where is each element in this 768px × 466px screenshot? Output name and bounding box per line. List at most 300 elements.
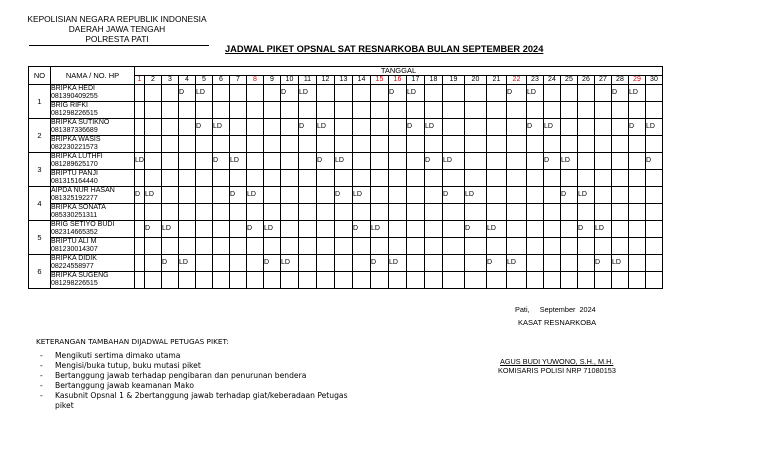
schedule-cell xyxy=(464,170,486,187)
schedule-cell xyxy=(611,221,628,238)
table-row xyxy=(29,153,663,170)
group-number: 1 xyxy=(29,85,51,119)
schedule-cell: LD xyxy=(611,255,628,272)
schedule-cell xyxy=(628,238,645,255)
schedule-cell xyxy=(506,272,526,289)
schedule-cell: LD xyxy=(229,153,246,170)
note-item xyxy=(40,351,360,361)
schedule-cell xyxy=(195,272,212,289)
note-item xyxy=(40,381,360,391)
schedule-cell xyxy=(560,204,577,221)
schedule-cell xyxy=(195,221,212,238)
schedule-cell xyxy=(144,272,161,289)
schedule-cell xyxy=(486,102,506,119)
schedule-cell xyxy=(229,238,246,255)
schedule-cell xyxy=(334,238,352,255)
table-row xyxy=(29,119,663,136)
schedule-cell xyxy=(212,221,229,238)
schedule-cell: LD xyxy=(334,153,352,170)
schedule-cell xyxy=(486,204,506,221)
schedule-cell xyxy=(263,187,280,204)
schedule-cell xyxy=(161,136,178,153)
schedule-cell: D xyxy=(424,153,442,170)
schedule-cell xyxy=(298,272,316,289)
schedule-cell xyxy=(246,136,263,153)
schedule-cell xyxy=(135,170,145,187)
schedule-cell: LD xyxy=(628,85,645,102)
schedule-cell: D xyxy=(406,119,424,136)
schedule-cell xyxy=(144,238,161,255)
schedule-cell: D xyxy=(135,187,145,204)
schedule-cell: D xyxy=(628,119,645,136)
schedule-cell xyxy=(442,102,464,119)
schedule-cell xyxy=(628,170,645,187)
schedule-cell xyxy=(298,136,316,153)
table-row xyxy=(29,85,663,102)
schedule-table xyxy=(28,66,663,289)
note-text: Mengikuti sertima dimako utama xyxy=(55,351,181,360)
schedule-cell xyxy=(144,85,161,102)
schedule-cell xyxy=(144,119,161,136)
schedule-cell xyxy=(506,204,526,221)
schedule-cell xyxy=(464,119,486,136)
schedule-cell xyxy=(464,238,486,255)
schedule-cell xyxy=(406,255,424,272)
schedule-cell xyxy=(334,204,352,221)
schedule-cell xyxy=(298,238,316,255)
schedule-cell: D xyxy=(352,221,370,238)
schedule-cell: LD xyxy=(246,187,263,204)
schedule-cell xyxy=(526,170,543,187)
schedule-cell xyxy=(594,204,611,221)
table-row xyxy=(29,102,663,119)
schedule-cell xyxy=(195,238,212,255)
schedule-cell xyxy=(577,85,594,102)
schedule-cell xyxy=(316,255,334,272)
schedule-cell xyxy=(543,255,560,272)
schedule-cell: LD xyxy=(543,119,560,136)
day-header: 19 xyxy=(442,76,464,85)
day-header: 28 xyxy=(611,76,628,85)
day-header: 30 xyxy=(645,76,662,85)
officer-cell xyxy=(51,102,135,119)
schedule-cell xyxy=(611,153,628,170)
group-number: 3 xyxy=(29,153,51,187)
day-header: 18 xyxy=(424,76,442,85)
officer-name: BRIPTU ALI M xyxy=(51,238,97,245)
schedule-cell xyxy=(144,255,161,272)
schedule-cell xyxy=(316,272,334,289)
officer-name: BRIPKA HEDI xyxy=(51,85,95,92)
officer-name: BRIPKA WASIS xyxy=(51,136,101,143)
schedule-cell xyxy=(526,187,543,204)
schedule-cell xyxy=(424,187,442,204)
schedule-cell xyxy=(352,272,370,289)
schedule-cell xyxy=(560,119,577,136)
schedule-cell: LD xyxy=(526,85,543,102)
schedule-cell xyxy=(543,272,560,289)
schedule-cell xyxy=(628,187,645,204)
schedule-cell xyxy=(464,85,486,102)
notes-title: KETERANGAN TAMBAHAN DIJADWAL PETUGAS PIKET: xyxy=(36,337,229,346)
officer-cell xyxy=(51,238,135,255)
schedule-cell xyxy=(161,102,178,119)
officer-name: AIPDA NUR HASAN xyxy=(51,187,115,194)
schedule-cell xyxy=(334,221,352,238)
schedule-cell xyxy=(280,187,298,204)
org-line-3: POLRESTA PATI xyxy=(85,34,149,44)
schedule-cell xyxy=(388,272,406,289)
table-row xyxy=(29,221,663,238)
schedule-cell xyxy=(229,255,246,272)
schedule-cell xyxy=(543,102,560,119)
schedule-cell xyxy=(246,170,263,187)
schedule-cell xyxy=(611,204,628,221)
schedule-cell xyxy=(298,221,316,238)
schedule-cell xyxy=(388,170,406,187)
schedule-cell xyxy=(212,272,229,289)
schedule-cell xyxy=(370,153,388,170)
schedule-cell xyxy=(560,221,577,238)
schedule-cell xyxy=(645,136,662,153)
schedule-cell xyxy=(334,255,352,272)
schedule-cell xyxy=(560,170,577,187)
schedule-cell xyxy=(298,102,316,119)
officer-name: BRIPTU PANJI xyxy=(51,170,98,177)
header-row-top xyxy=(29,67,663,76)
schedule-cell xyxy=(135,272,145,289)
schedule-cell: D xyxy=(161,255,178,272)
schedule-cell xyxy=(645,187,662,204)
day-header: 14 xyxy=(352,76,370,85)
schedule-cell xyxy=(424,221,442,238)
schedule-cell xyxy=(229,102,246,119)
schedule-cell xyxy=(246,272,263,289)
officer-cell xyxy=(51,153,135,170)
schedule-cell xyxy=(594,136,611,153)
schedule-cell xyxy=(178,204,195,221)
day-header: 29 xyxy=(628,76,645,85)
schedule-cell xyxy=(246,153,263,170)
schedule-cell xyxy=(442,170,464,187)
schedule-cell xyxy=(316,238,334,255)
schedule-cell xyxy=(229,119,246,136)
schedule-cell xyxy=(594,102,611,119)
schedule-cell xyxy=(144,204,161,221)
column-no-header: NO xyxy=(29,67,51,85)
schedule-cell xyxy=(144,153,161,170)
schedule-cell xyxy=(406,136,424,153)
schedule-cell xyxy=(645,272,662,289)
schedule-cell xyxy=(352,170,370,187)
schedule-cell xyxy=(161,238,178,255)
schedule-cell xyxy=(178,119,195,136)
schedule-cell xyxy=(352,153,370,170)
officer-name: BRIPKA LUTHFI xyxy=(51,153,103,160)
schedule-cell xyxy=(611,119,628,136)
schedule-cell: LD xyxy=(594,221,611,238)
day-header: 8 xyxy=(246,76,263,85)
schedule-cell xyxy=(628,136,645,153)
schedule-cell xyxy=(246,204,263,221)
officer-cell xyxy=(51,272,135,289)
schedule-cell xyxy=(442,119,464,136)
schedule-cell xyxy=(298,170,316,187)
schedule-cell: D xyxy=(506,85,526,102)
schedule-cell xyxy=(442,221,464,238)
schedule-cell xyxy=(298,255,316,272)
schedule-cell xyxy=(577,136,594,153)
officer-phone: 081230014307 xyxy=(51,246,98,253)
schedule-cell xyxy=(161,119,178,136)
officer-name: BRIG SETIYO BUDI xyxy=(51,221,115,228)
schedule-cell xyxy=(464,102,486,119)
schedule-cell: D xyxy=(316,153,334,170)
day-header: 2 xyxy=(144,76,161,85)
schedule-cell xyxy=(464,272,486,289)
schedule-cell xyxy=(195,187,212,204)
officer-cell xyxy=(51,255,135,272)
schedule-cell xyxy=(161,204,178,221)
schedule-cell xyxy=(486,272,506,289)
schedule-cell: LD xyxy=(388,255,406,272)
schedule-cell xyxy=(280,204,298,221)
schedule-cell xyxy=(316,170,334,187)
schedule-cell xyxy=(316,204,334,221)
schedule-cell: LD xyxy=(280,255,298,272)
schedule-cell xyxy=(246,255,263,272)
officer-phone: 08224558977 xyxy=(51,263,94,270)
note-text: Kasubnit Opsnal 1 & 2bertanggung jawab terhadap giat/keberadaan Petugas piket xyxy=(55,391,348,410)
schedule-cell xyxy=(645,85,662,102)
schedule-cell xyxy=(161,170,178,187)
schedule-cell xyxy=(526,221,543,238)
schedule-cell xyxy=(388,153,406,170)
schedule-cell xyxy=(195,255,212,272)
schedule-cell xyxy=(352,255,370,272)
schedule-cell xyxy=(486,187,506,204)
schedule-cell: D xyxy=(388,85,406,102)
schedule-cell xyxy=(135,119,145,136)
schedule-cell xyxy=(334,102,352,119)
schedule-cell: LD xyxy=(135,153,145,170)
day-header: 27 xyxy=(594,76,611,85)
schedule-cell xyxy=(178,153,195,170)
schedule-cell xyxy=(543,221,560,238)
schedule-cell xyxy=(212,85,229,102)
schedule-cell: D xyxy=(442,187,464,204)
schedule-cell xyxy=(212,204,229,221)
officer-phone: 081298226515 xyxy=(51,110,98,117)
schedule-cell xyxy=(135,136,145,153)
schedule-cell xyxy=(464,255,486,272)
schedule-cell xyxy=(560,272,577,289)
schedule-cell xyxy=(263,136,280,153)
schedule-cell xyxy=(229,204,246,221)
schedule-cell xyxy=(577,272,594,289)
schedule-cell xyxy=(645,170,662,187)
schedule-cell xyxy=(628,272,645,289)
schedule-cell xyxy=(263,204,280,221)
schedule-cell xyxy=(506,153,526,170)
schedule-cell xyxy=(611,187,628,204)
schedule-cell: D xyxy=(594,255,611,272)
schedule-cell xyxy=(577,255,594,272)
schedule-cell xyxy=(594,153,611,170)
schedule-cell: D xyxy=(645,153,662,170)
schedule-cell xyxy=(486,119,506,136)
signature-rank: KOMISARIS POLISI NRP 71080153 xyxy=(498,366,616,375)
schedule-cell xyxy=(178,170,195,187)
schedule-cell: D xyxy=(464,221,486,238)
schedule-cell xyxy=(406,204,424,221)
officer-phone: 081315164440 xyxy=(51,178,98,185)
officer-name: BRIG RIFKI xyxy=(51,102,88,109)
table-row xyxy=(29,272,663,289)
note-item xyxy=(40,361,360,371)
signature-name: AGUS BUDI YUWONO, S.H., M.H. xyxy=(500,357,614,366)
schedule-cell xyxy=(526,238,543,255)
schedule-cell xyxy=(280,170,298,187)
schedule-cell xyxy=(543,238,560,255)
day-header: 13 xyxy=(334,76,352,85)
table-row xyxy=(29,238,663,255)
day-header: 5 xyxy=(195,76,212,85)
schedule-cell xyxy=(263,170,280,187)
schedule-cell xyxy=(424,272,442,289)
schedule-cell xyxy=(229,170,246,187)
schedule-cell xyxy=(316,187,334,204)
schedule-cell xyxy=(611,170,628,187)
column-tanggal-header: TANGGAL xyxy=(135,67,663,76)
note-bullet: - xyxy=(40,361,43,370)
note-text: Mengisi/buka tutup, buku mutasi piket xyxy=(55,361,201,370)
schedule-cell xyxy=(280,221,298,238)
schedule-cell xyxy=(280,238,298,255)
schedule-cell xyxy=(424,102,442,119)
schedule-cell xyxy=(161,153,178,170)
schedule-cell xyxy=(506,136,526,153)
schedule-cell xyxy=(486,170,506,187)
schedule-cell xyxy=(628,102,645,119)
schedule-cell xyxy=(424,136,442,153)
schedule-cell xyxy=(464,153,486,170)
officer-phone: 082314665352 xyxy=(51,229,98,236)
schedule-cell xyxy=(611,102,628,119)
signature-role: KASAT RESNARKOBA xyxy=(518,318,597,327)
schedule-cell xyxy=(178,272,195,289)
table-row xyxy=(29,170,663,187)
schedule-cell xyxy=(229,85,246,102)
schedule-cell xyxy=(645,204,662,221)
schedule-cell xyxy=(464,204,486,221)
schedule-cell xyxy=(144,136,161,153)
schedule-cell xyxy=(442,204,464,221)
table-row xyxy=(29,187,663,204)
schedule-cell: LD xyxy=(506,255,526,272)
signature-place-date: Pati, September 2024 xyxy=(515,305,596,314)
officer-cell xyxy=(51,136,135,153)
schedule-cell xyxy=(577,238,594,255)
schedule-cell xyxy=(352,136,370,153)
day-header: 21 xyxy=(486,76,506,85)
note-bullet: - xyxy=(40,381,43,390)
schedule-cell xyxy=(352,102,370,119)
schedule-cell: LD xyxy=(352,187,370,204)
note-bullet: - xyxy=(40,371,43,380)
schedule-cell: LD xyxy=(424,119,442,136)
org-line-1: KEPOLISIAN NEGARA REPUBLIK INDONESIA xyxy=(27,14,207,24)
schedule-cell xyxy=(486,85,506,102)
schedule-cell xyxy=(334,170,352,187)
schedule-cell xyxy=(316,221,334,238)
schedule-cell xyxy=(645,102,662,119)
schedule-cell: LD xyxy=(645,119,662,136)
officer-cell xyxy=(51,119,135,136)
schedule-cell: D xyxy=(298,119,316,136)
schedule-cell xyxy=(486,153,506,170)
schedule-cell xyxy=(161,272,178,289)
note-text: Bertanggung jawab terhadap pengibaran dan penurunan bendera xyxy=(55,371,307,380)
schedule-cell xyxy=(316,102,334,119)
schedule-cell: LD xyxy=(316,119,334,136)
day-header: 23 xyxy=(526,76,543,85)
schedule-cell xyxy=(370,136,388,153)
schedule-cell xyxy=(506,102,526,119)
schedule-cell xyxy=(263,272,280,289)
schedule-cell xyxy=(486,136,506,153)
schedule-cell xyxy=(263,85,280,102)
schedule-cell xyxy=(263,119,280,136)
schedule-cell xyxy=(424,170,442,187)
schedule-cell xyxy=(144,102,161,119)
schedule-cell: LD xyxy=(560,153,577,170)
schedule-cell xyxy=(298,204,316,221)
schedule-cell xyxy=(135,255,145,272)
schedule-cell xyxy=(424,238,442,255)
day-header: 25 xyxy=(560,76,577,85)
officer-cell xyxy=(51,204,135,221)
schedule-cell xyxy=(178,221,195,238)
officer-cell xyxy=(51,187,135,204)
schedule-cell xyxy=(442,85,464,102)
day-header: 6 xyxy=(212,76,229,85)
schedule-cell xyxy=(212,170,229,187)
schedule-cell xyxy=(442,238,464,255)
schedule-cell xyxy=(424,204,442,221)
officer-name: BRIPKA SONATA xyxy=(51,204,106,211)
schedule-cell xyxy=(406,153,424,170)
schedule-cell xyxy=(506,119,526,136)
schedule-cell xyxy=(263,238,280,255)
schedule-cell xyxy=(526,204,543,221)
schedule-cell: LD xyxy=(406,85,424,102)
schedule-cell xyxy=(334,272,352,289)
schedule-cell xyxy=(577,102,594,119)
schedule-cell xyxy=(352,85,370,102)
schedule-cell xyxy=(464,136,486,153)
schedule-cell xyxy=(135,85,145,102)
officer-name: BRIPKA DIDIK xyxy=(51,255,97,262)
group-number: 5 xyxy=(29,221,51,255)
schedule-cell xyxy=(526,272,543,289)
schedule-cell xyxy=(388,204,406,221)
schedule-cell xyxy=(486,238,506,255)
schedule-cell xyxy=(280,119,298,136)
schedule-cell xyxy=(298,187,316,204)
schedule-cell xyxy=(334,119,352,136)
schedule-cell xyxy=(388,221,406,238)
